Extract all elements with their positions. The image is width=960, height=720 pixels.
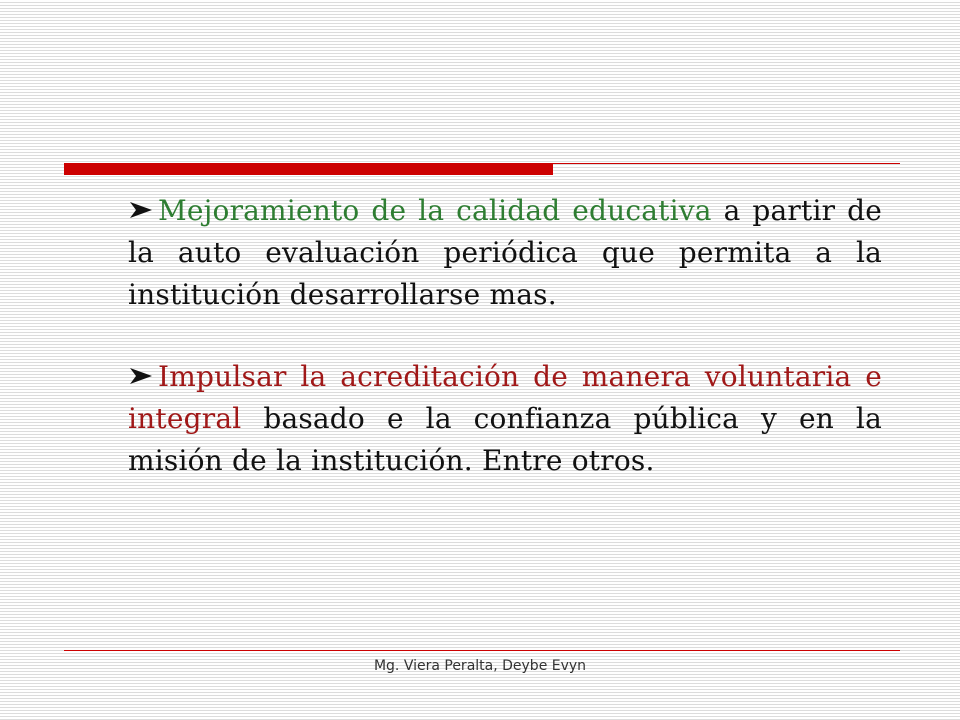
arrow-bullet-icon — [128, 199, 156, 221]
bullet-highlight: Mejoramiento de la calidad educativa — [158, 194, 712, 227]
bullet-text: basado e la confianza pública y en la misión de la institución. Entre otros. — [128, 402, 882, 477]
bullet-text: a partir de la auto evaluación periódica que permita a la institución desarrollarse mas. — [128, 194, 883, 311]
footer-rule — [64, 650, 900, 651]
title-accent-line — [553, 163, 900, 164]
bullet-item — [128, 356, 882, 482]
arrow-bullet-icon — [128, 365, 156, 387]
bullet-item — [128, 190, 882, 316]
slide-body — [128, 190, 882, 482]
footer-author: Mg. Viera Peralta, Deybe Evyn — [373, 658, 587, 674]
title-accent-bar — [64, 163, 553, 175]
bullet-highlight: Impulsar la acreditación de manera voluntaria e integral — [128, 360, 882, 435]
